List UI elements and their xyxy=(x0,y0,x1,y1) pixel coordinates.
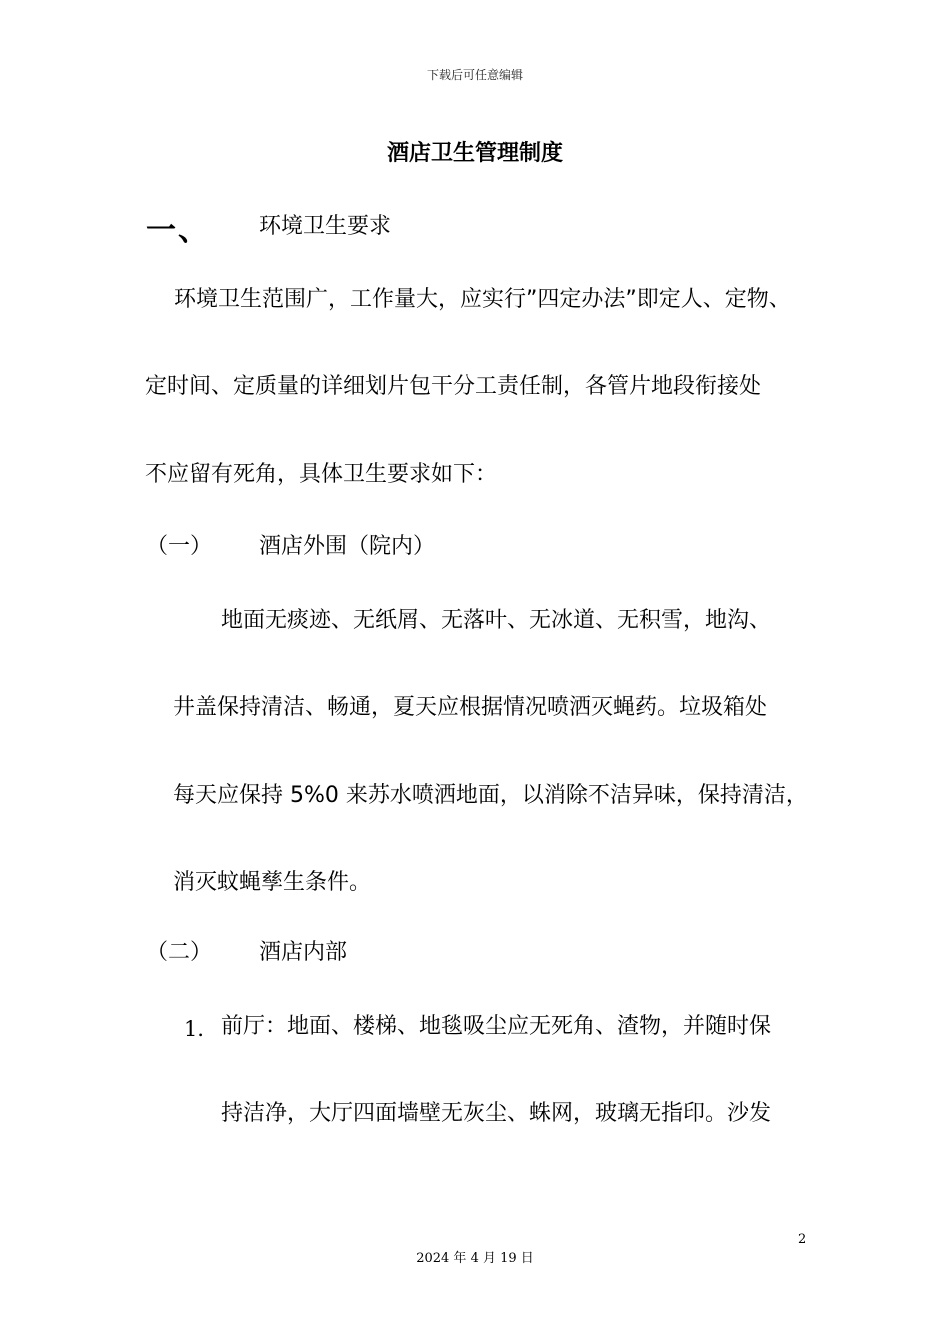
section-number: 一、 xyxy=(146,213,210,248)
subsection-heading: 酒店内部 xyxy=(259,940,348,965)
paragraph-line: 每天应保持 5%0 来苏水喷洒地面，以消除不洁异味，保持清洁， xyxy=(173,783,808,808)
paragraph-line: 消灭蚊蝇孳生条件。 xyxy=(173,870,372,895)
paragraph-line: 不应留有死角，具体卫生要求如下： xyxy=(145,462,498,487)
paragraph-line: 环境卫生范围广，工作量大，应实行”四定办法”即定人、定物、 xyxy=(174,287,791,312)
footer-date: 2024 年 4 月 19 日 xyxy=(416,1251,534,1266)
subsection-number: （二） xyxy=(146,940,213,965)
subsection-heading: 酒店外围（院内） xyxy=(259,534,436,559)
paragraph-line: 定时间、定质量的详细划片包干分工责任制，各管片地段衔接处 xyxy=(145,374,762,399)
header-note: 下载后可任意编辑 xyxy=(426,68,523,82)
page-number: 2 xyxy=(798,1232,807,1247)
paragraph-line: 井盖保持清洁、畅通，夏天应根据情况喷洒灭蝇药。垃圾箱处 xyxy=(173,695,768,720)
list-item-number: 1． xyxy=(184,1017,219,1041)
paragraph-line: 地面无痰迹、无纸屑、无落叶、无冰道、无积雪，地沟、 xyxy=(221,608,772,633)
section-heading: 环境卫生要求 xyxy=(259,214,392,239)
document-title: 酒店卫生管理制度 xyxy=(386,141,563,166)
subsection-number: （一） xyxy=(146,534,213,559)
list-item-line: 持洁净，大厅四面墙壁无灰尘、蛛网，玻璃无指印。沙发 xyxy=(221,1101,772,1126)
list-item-line: 前厅：地面、楼梯、地毯吸尘应无死角、渣物，并随时保 xyxy=(221,1014,772,1039)
